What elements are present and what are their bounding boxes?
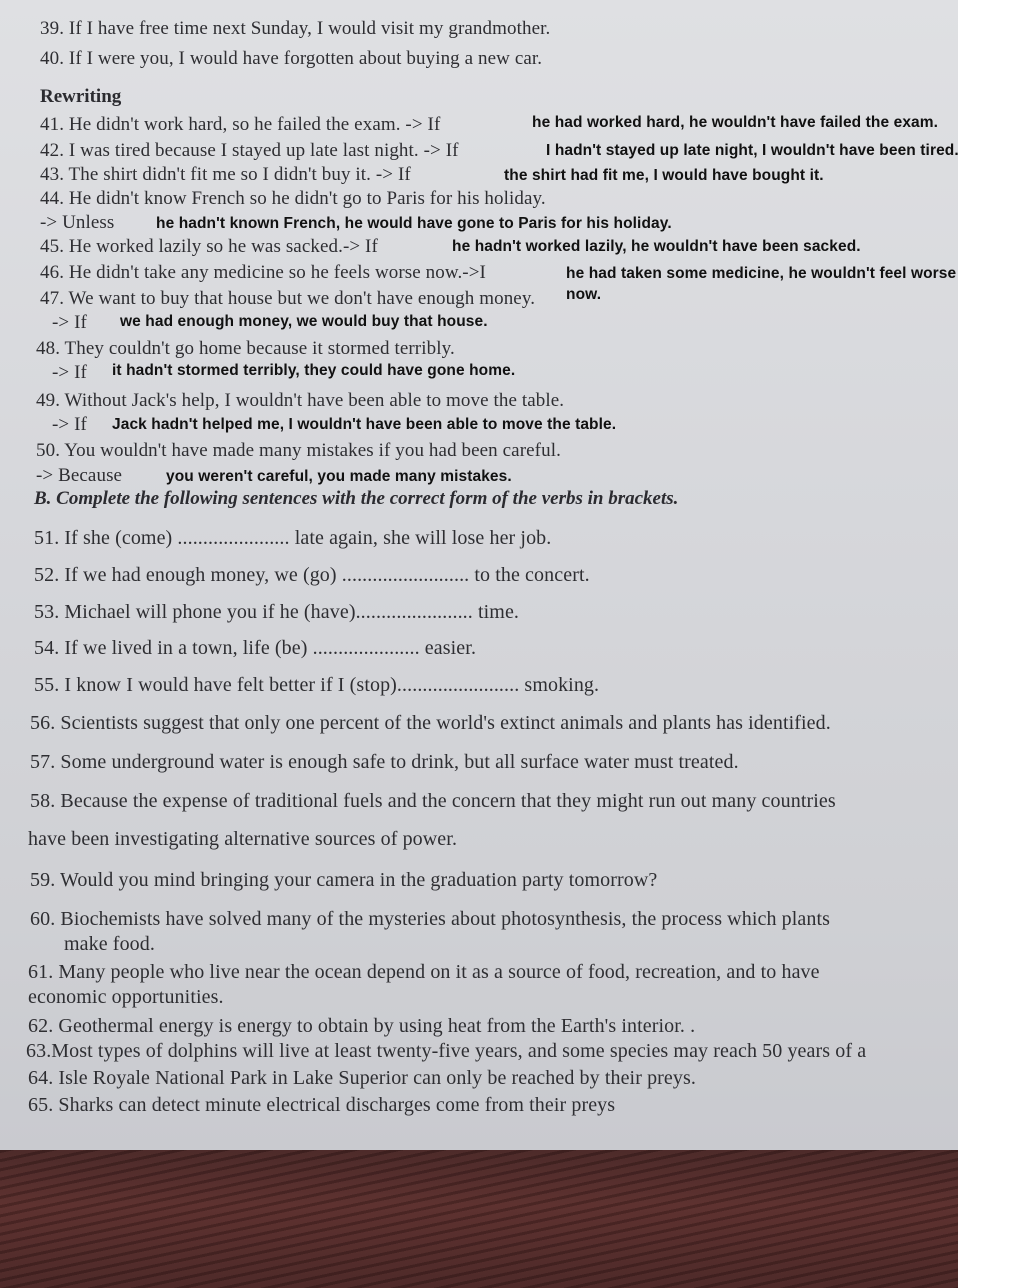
answer-46: he had taken some medicine, he wouldn't feel worse <box>566 265 957 282</box>
question-56: 56. Scientists suggest that only one percent of the world's extinct animals and plants has identified. <box>30 712 831 734</box>
question-62: 62. Geothermal energy is energy to obtain by using heat from the Earth's interior. . <box>28 1015 696 1037</box>
question-50-prompt: -> Because <box>36 465 123 486</box>
question-50: 50. You wouldn't have made many mistakes if you had been careful. <box>36 440 561 461</box>
question-39: 39. If I have free time next Sunday, I would visit my grandmother. <box>40 18 551 39</box>
question-58-line-2: have been investigating alternative sources of power. <box>28 828 458 850</box>
question-42: 42. I was tired because I stayed up late last night. -> If <box>40 140 459 161</box>
question-53: 53. Michael will phone you if he (have)....................... time. <box>34 601 520 623</box>
question-47-prompt: -> If <box>52 312 87 333</box>
question-58-line-1: 58. Because the expense of traditional fuels and the concern that they might run out many countries <box>30 790 836 812</box>
floor-background <box>0 1150 958 1288</box>
question-49: 49. Without Jack's help, I wouldn't have been able to move the table. <box>36 390 565 411</box>
answer-46-continued: now. <box>566 286 602 303</box>
question-48-prompt: -> If <box>52 362 87 383</box>
answer-41: he had worked hard, he wouldn't have failed the exam. <box>532 114 939 131</box>
question-41: 41. He didn't work hard, so he failed the exam. -> If <box>40 114 441 135</box>
question-48: 48. They couldn't go home because it stormed terribly. <box>36 338 455 359</box>
answer-44: he hadn't known French, he would have gone to Paris for his holiday. <box>156 215 672 232</box>
question-51: 51. If she (come) ...................... late again, she will lose her job. <box>34 527 552 549</box>
question-47: 47. We want to buy that house but we don't have enough money. <box>40 288 536 309</box>
right-margin <box>958 0 1024 1288</box>
answer-45: he hadn't worked lazily, he wouldn't have been sacked. <box>452 238 861 255</box>
question-44: 44. He didn't know French so he didn't go to Paris for his holiday. <box>40 188 546 209</box>
answer-48: it hadn't stormed terribly, they could have gone home. <box>112 362 516 379</box>
question-60-line-2: make food. <box>64 933 155 955</box>
answer-50: you weren't careful, you made many mistakes. <box>166 468 512 485</box>
answer-42: I hadn't stayed up late night, I wouldn't have been tired. <box>546 142 959 159</box>
question-52: 52. If we had enough money, we (go) ......................... to the concert. <box>34 564 590 586</box>
answer-49: Jack hadn't helped me, I wouldn't have been able to move the table. <box>112 416 617 433</box>
question-49-prompt: -> If <box>52 414 87 435</box>
question-61-line-2: economic opportunities. <box>28 986 224 1008</box>
question-44-prompt: -> Unless <box>40 212 115 233</box>
question-60-line-1: 60. Biochemists have solved many of the mysteries about photosynthesis, the process which plants <box>30 908 831 930</box>
question-55: 55. I know I would have felt better if I (stop)........................ smoking. <box>34 674 600 696</box>
question-57: 57. Some underground water is enough safe to drink, but all surface water must treated. <box>30 751 739 773</box>
question-54: 54. If we lived in a town, life (be) ..................... easier. <box>34 637 477 659</box>
question-40: 40. If I were you, I would have forgotten about buying a new car. <box>40 48 543 69</box>
rewriting-heading: Rewriting <box>40 86 122 107</box>
question-59: 59. Would you mind bringing your camera in the graduation party tomorrow? <box>30 869 658 891</box>
question-45: 45. He worked lazily so he was sacked.-> If <box>40 236 378 257</box>
answer-43: the shirt had fit me, I would have bought it. <box>504 167 824 184</box>
question-65: 65. Sharks can detect minute electrical discharges come from their preys <box>28 1094 616 1116</box>
answer-47: we had enough money, we would buy that house. <box>120 313 488 330</box>
question-46: 46. He didn't take any medicine so he feels worse now.->I <box>40 262 486 283</box>
question-64: 64. Isle Royale National Park in Lake Superior can only be reached by their preys. <box>28 1067 696 1089</box>
question-61-line-1: 61. Many people who live near the ocean depend on it as a source of food, recreation, and to have <box>28 961 820 983</box>
question-63: 63.Most types of dolphins will live at least twenty-five years, and some species may reach 50 years of a <box>26 1040 867 1062</box>
exercise-b-heading: B. Complete the following sentences with the correct form of the verbs in brackets. <box>34 488 679 509</box>
question-43: 43. The shirt didn't fit me so I didn't buy it. -> If <box>40 164 411 185</box>
